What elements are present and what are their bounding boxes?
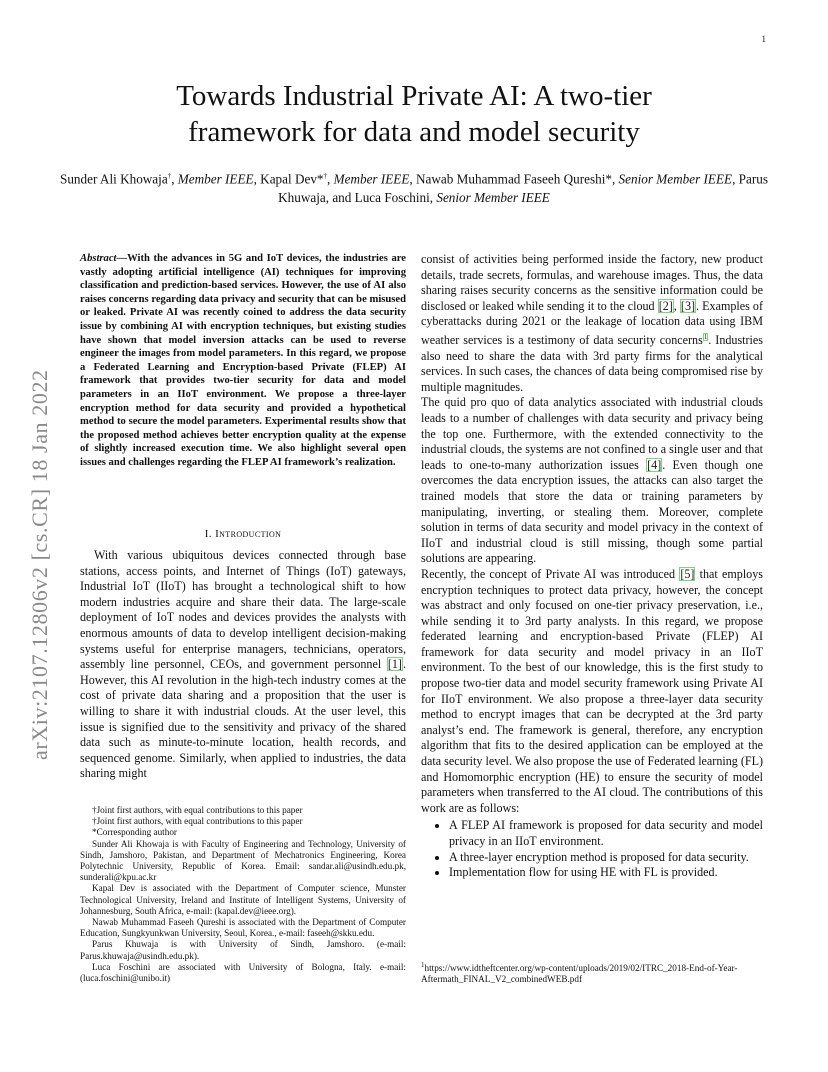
right-text-1a: consist of activities being performed inside the factory, new product details, trade secrets, formulas, and warehouse images. Thus, the data sharing raises security concerns as the sensitive information could be disclosed or leaked while sending it to the cloud [421, 252, 763, 313]
right-text-3b: that employs encryption techniques to protect data privacy, however, the concept was abstract and only focused on one-tier privacy preservation, i.e., while sending it to 3rd party analysts. In this regard, we propose federated learning and encryption-based Private (FLEP) AI framework for data security and model privacy in an IIoT environment. To the best of our knowledge, this is the first study to propose two-tier data and model security framework using Private AI for IIoT environment. We also propose a three-layer data security method to encrypt images that can be decrypted at the 3rd party analyst’s end. The framework is general, therefore, any encryption algorithm that fits to the desired application can be employed at the data security level. We also propose the use of Federated learning (FL) and Homomorphic encryption (HE) to ensure the security of model parameters when transferred to the AI cloud. The contributions of this work are as follows: [421, 566, 764, 815]
citation-link[interactable]: [3] [680, 298, 696, 313]
footnote-affiliation-2: Kapal Dev is associated with the Department of Computer science, Munster Technological University, Ireland and Institute of Intelligent Systems, University of Johannesburg, South Africa, e-mail: (kapal.dev@ieee.org). [80, 883, 406, 916]
footnote-affiliation-3: Nawab Muhammad Faseeh Qureshi is associated with the Department of Computer Education, Sungkyunkwan University, Seoul, Korea., e-mail: faseeh@skku.edu. [80, 917, 406, 939]
contribution-item: • A FLEP AI framework is proposed for data security and model privacy in an IIoT environment. [449, 818, 763, 849]
right-text-2a: The quid pro quo of data analytics associated with industrial clouds leads to a number of challenges with data security and privacy being the top one. Furthermore, with the extended connectivity to the industrial clouds, the systems are not confined to a single user and that leads to one-to-many authorization issues [421, 395, 763, 472]
author-2-membership: Member IEEE [333, 171, 410, 187]
right-paragraph-1 [421, 252, 763, 395]
author-1-membership: Member IEEE [177, 171, 254, 187]
intro-paragraph [80, 548, 406, 782]
footnote-right-url[interactable]: https://www.idtheftcenter.org/wp-content/uploads/2019/02/ITRC_2018-End-of-Year-Aftermath_FINAL_V2_combinedWEB.pdf [421, 963, 738, 985]
intro-text-a: With various ubiquitous devices connected through base stations, access points, and Internet of Things (IoT) gateways, Industrial IoT (IIoT) has brought a technological shift to how modern industries acquire and share their data. The large-scale deployment of IoT nodes and devices provides the analysts with enormous amounts of data to develop intelligent decision-making systems useful for enterprise managers, technicians, operators, assembly line personnel, CEOs, and government personnel [80, 548, 406, 672]
right-text-3a: Recently, the concept of Private AI was introduced [421, 566, 680, 581]
right-text-2b: . Even though one overcomes the data encryption issues, the attacks can also target the trained models that store the data or training parameters by manipulating, inverting, or stealing them. Moreover, complete solution in terms of data security and model privacy in the context of IIoT and industrial cloud is still missing, though some partial solutions are appearing. [421, 457, 763, 566]
footnote-marker-link[interactable]: 1 [703, 332, 708, 341]
footnote-affiliation-4: Parus Khuwaja is with University of Sindh, Jamshoro. (e-mail: Parus.khuwaja@usindh.edu.pk). [80, 939, 406, 961]
citation-separator: , [673, 298, 680, 313]
intro-text-b: . However, this AI revolution in the high-tech industry comes at the cost of private data sharing and a proposition that the user is willing to share it with industrial clouds. At the user level, this issue is signified due to the sensitivity and privacy of the shared data such as minute-to-minute location, health records, and sequenced genome. Similarly, when applied to industries, the data sharing might [80, 657, 406, 781]
citation-link[interactable]: [1] [387, 657, 402, 672]
author-1: Sunder Ali Khowaja [60, 171, 168, 187]
right-column-text [421, 252, 763, 881]
contribution-item: • Implementation flow for using HE with FL is provided. [449, 865, 763, 881]
section-heading [80, 528, 406, 540]
right-text-1b: . Examples of cyberattacks during 2021 or the leakage of location data using IBM weather services is a testimony of data security concerns [421, 298, 763, 347]
footnote-joint-1: †Joint first authors, with equal contributions to this paper [92, 805, 303, 815]
footnote-affiliation-1: Sunder Ali Khowaja is with Faculty of Engineering and Technology, University of Sindh, Jamshoro, Pakistan, and Department of Mechatronics Engineering, Korea Polytechnic University, Republic of Korea. Email: sandar.ali@usindh.edu.pk, sunderali@kpu.ac.kr [80, 838, 406, 883]
citation-link[interactable]: [4] [647, 457, 662, 472]
author-2: Kapal Dev* [260, 171, 324, 187]
section-title: Introduction [215, 528, 282, 540]
author-3-membership: Senior Member IEEE [618, 171, 733, 187]
right-paragraph-2 [421, 395, 763, 567]
footnote-affiliation-5: Luca Foschini are associated with University of Bologna, Italy. e-mail: (luca.foschini@unibo.it) [80, 961, 406, 984]
author-3: Nawab Muhammad Faseeh Qureshi* [416, 171, 612, 187]
footnote-joint-2: †Joint first authors, with equal contributions to this paper [92, 816, 303, 827]
footnote-right [421, 960, 763, 986]
page-number: 1 [761, 34, 766, 44]
footnote-right-mark: 1 [421, 961, 425, 969]
contribution-list [421, 818, 763, 880]
footnotes-left [80, 805, 406, 984]
citation-link[interactable]: [2] [658, 298, 673, 313]
footnote-corresponding: *Corresponding author [92, 827, 177, 838]
author-4-membership: Senior Member IEEE [436, 190, 550, 206]
author-list: Sunder Ali Khowaja†, Member IEEE, Kapal Dev*†, Member IEEE, Nawab Muhammad Faseeh Qureshi*, Senior Member IEEE, Parus Khuwaja, and Luca Foschini, Senior Member IEEE [60, 171, 768, 206]
section-number: I. [204, 528, 212, 540]
citation-link[interactable]: [5] [680, 566, 695, 581]
contribution-item: • A three-layer encryption method is proposed for data security. [449, 850, 763, 866]
abstract-text: —With the advances in 5G and IoT devices, the industries are vastly adopting artificial intelligence (AI) techniques for improving classification and prediction-based services. However, the use of AI also raises concerns regarding data privacy and security that can be misused or leaked. Private AI was recently coined to address the data security issue by combining AI with encryption techniques, but existing studies have shown that model inversion attacks can be used to reverse engineer the images from model parameters. In this regard, we propose a Federated Learning and Encryption-based Private (FLEP) AI framework that provides two-tier security for data and model parameters in an IIoT environment. We propose a three-layer encryption method for data security and provided a hypothetical method to secure the model parameters. Experimental results show that the proposed method achieves better encryption quality at the expense of slightly increased execution time. We also highlight several open issues and challenges regarding the FLEP AI framework’s realization. [80, 253, 406, 468]
right-text-1c: . Industries also need to share the data with 3rd party firms for the analytical services. In such cases, the chances of data being compromised rise by multiple magnitudes. [421, 333, 763, 394]
title-line-2: framework for data and model security [188, 116, 640, 148]
abstract [80, 252, 406, 470]
arxiv-stamp: arXiv:2107.12806v2 [cs.CR] 18 Jan 2022 [27, 369, 52, 760]
title-line-1: Towards Industrial Private AI: A two-tier [176, 80, 652, 112]
paper-title [80, 78, 748, 150]
right-paragraph-3 [421, 567, 763, 817]
abstract-label: Abstract [80, 253, 117, 264]
author-4: Parus Khuwaja, and Luca Foschini [278, 171, 768, 206]
